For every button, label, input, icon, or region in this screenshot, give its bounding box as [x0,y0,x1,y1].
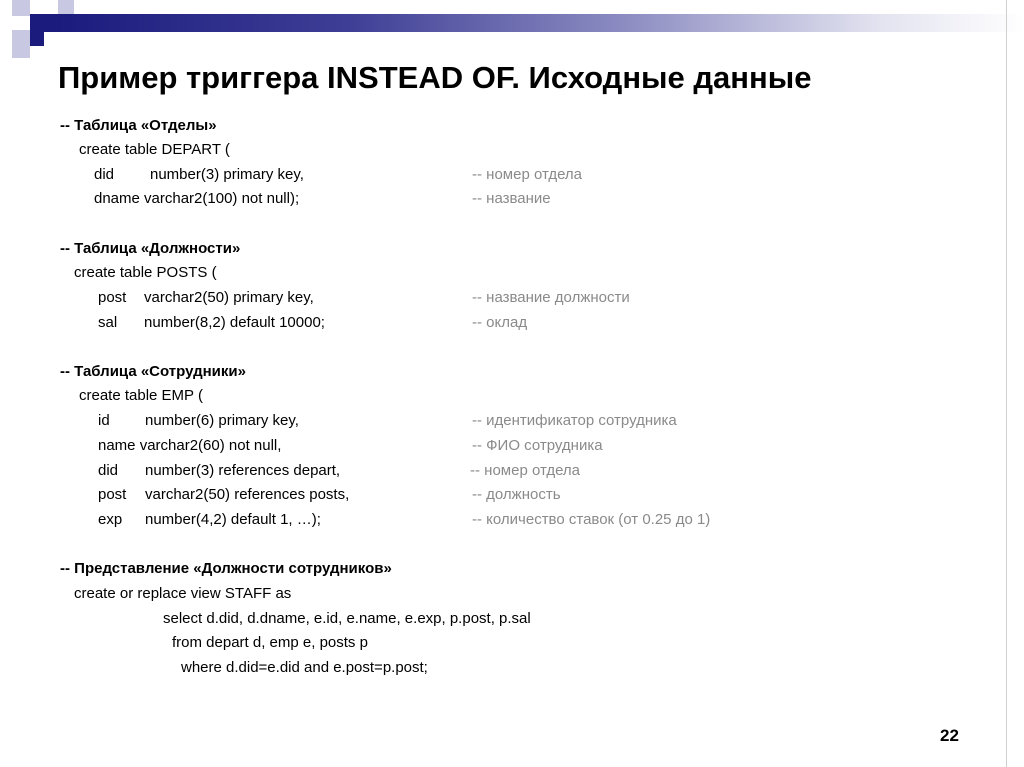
decor-square [58,0,74,14]
posts-post-type: varchar2(50) primary key, [144,289,314,306]
view-where: where d.did=e.did and e.post=p.post; [181,659,428,676]
posts-heading: -- Таблица «Должности» [60,240,241,257]
emp-id-name: id [98,412,110,429]
decor-square [12,0,30,16]
decor-square [30,32,44,46]
view-heading: -- Представление «Должности сотрудников» [60,560,392,577]
page-number: 22 [940,726,959,745]
emp-id-type: number(6) primary key, [145,412,299,429]
header-gradient-bar [58,14,1024,32]
posts-create: create table POSTS ( [74,264,217,281]
emp-post-name: post [98,486,127,503]
depart-dname-comment: -- название [472,190,551,207]
emp-name-comment: -- ФИО сотрудника [472,437,603,454]
emp-exp-name: exp [98,511,123,528]
emp-create: create table EMP ( [79,387,203,404]
depart-create: create table DEPART ( [79,141,230,158]
emp-post-type: varchar2(50) references posts, [145,486,350,503]
decor-square [12,30,30,58]
depart-heading: -- Таблица «Отделы» [60,117,217,134]
slide-title: Пример триггера INSTEAD OF. Исходные данные [58,60,812,95]
posts-post-name: post [98,289,127,306]
emp-did-name: did [98,462,119,479]
slide-edge-line [1006,0,1007,767]
posts-sal-comment: -- оклад [472,314,528,331]
view-select: select d.did, d.dname, e.id, e.name, e.exp, p.post, p.sal [163,610,531,627]
depart-did-name: did [94,166,115,183]
emp-id-comment: -- идентификатор сотрудника [472,412,677,429]
view-from: from depart d, emp e, posts p [172,634,368,651]
emp-post-comment: -- должность [472,486,561,503]
emp-exp-comment: -- количество ставок (от 0.25 до 1) [472,511,711,528]
emp-heading: -- Таблица «Сотрудники» [60,363,246,380]
depart-did-type: number(3) primary key, [150,166,304,183]
decor-square [30,14,58,32]
emp-did-comment: -- номер отдела [470,462,581,479]
view-create: create or replace view STAFF as [74,585,292,602]
posts-sal-name: sal [98,314,118,331]
emp-exp-type: number(4,2) default 1, …); [145,511,321,528]
posts-post-comment: -- название должности [472,289,630,306]
emp-name-def: name varchar2(60) not null, [98,437,282,454]
depart-dname-def: dname varchar2(100) not null); [94,190,300,207]
emp-did-type: number(3) references depart, [145,462,341,479]
posts-sal-type: number(8,2) default 10000; [144,314,325,331]
depart-did-comment: -- номер отдела [472,166,583,183]
